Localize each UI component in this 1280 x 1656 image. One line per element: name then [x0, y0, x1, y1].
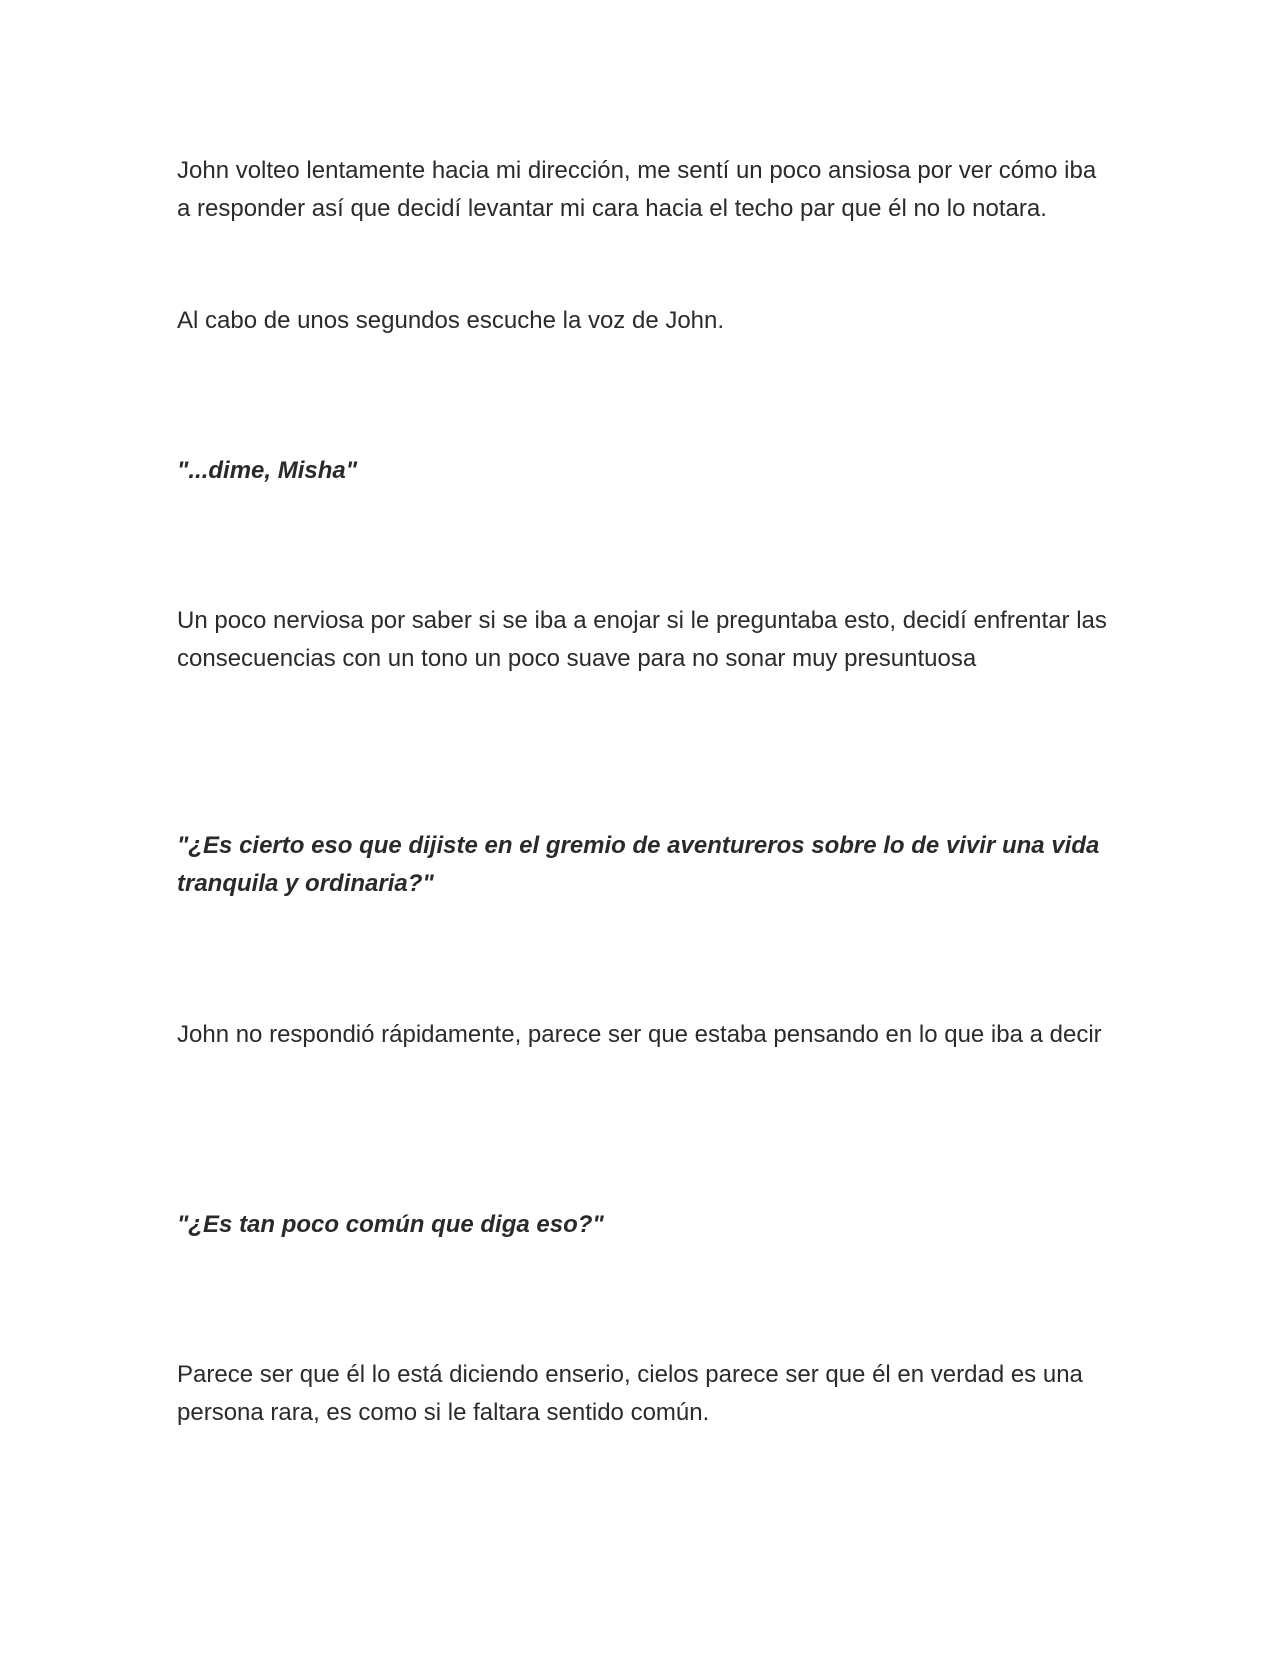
narration-paragraph: John no respondió rápidamente, parece ser que estaba pensando en lo que iba a decir — [177, 1021, 1102, 1048]
narration-paragraph: Parece ser que él lo está diciendo enserio, cielos parece ser que él en verdad es una persona rara, es como si le faltara sentido común. — [177, 1361, 1083, 1426]
dialogue-line: "¿Es cierto eso que dijiste en el gremio de aventureros sobre lo de vivir una vida tranquila y ordinaria?" — [177, 832, 1100, 897]
narration-paragraph: Al cabo de unos segundos escuche la voz de John. — [177, 307, 725, 334]
narration-paragraph: Un poco nerviosa por saber si se iba a enojar si le preguntaba esto, decidí enfrentar las consecuencias con un tono un poco suave para no sonar muy presuntuosa — [177, 607, 1107, 672]
narration-paragraph: John volteo lentamente hacia mi dirección, me sentí un poco ansiosa por ver cómo iba a responder así que decidí levantar mi cara hacia el techo par que él no lo notara. — [177, 157, 1097, 222]
dialogue-line: "...dime, Misha" — [177, 457, 358, 484]
dialogue-line: "¿Es tan poco común que diga eso?" — [177, 1211, 604, 1238]
